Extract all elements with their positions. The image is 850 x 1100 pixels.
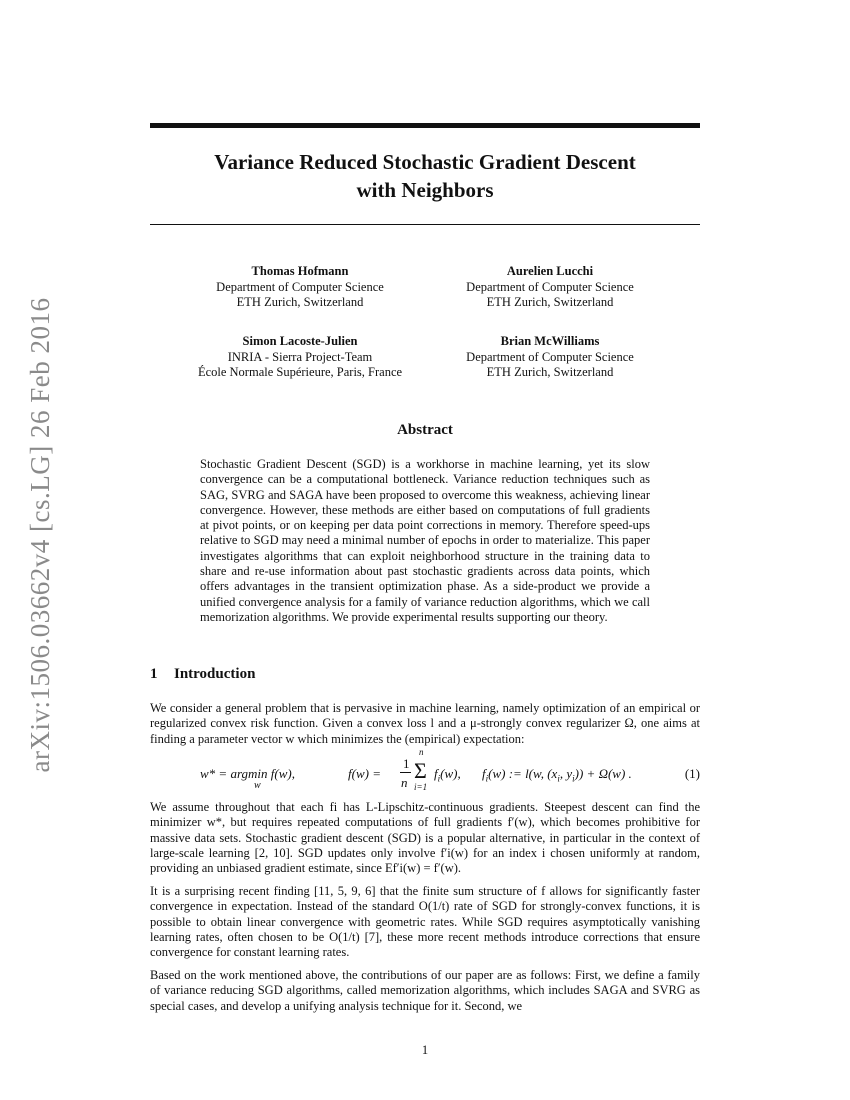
author-name: Thomas Hofmann (251, 264, 349, 278)
eq-fi-term (434, 766, 461, 784)
intro-paragraph-3: It is a surprising recent finding [11, 5, 9, 6] that the finite sum structure of f allows for significantly faster convergence in expectation. Instead of the standard O(1/t) rate of SGD for strongly-convex functions, it is possible to obtain linear convergence with geometric rates. While SGD requires asymptotically vanishing learning rates, often chosen to be O(1/t) [7], these more recent methods introduce corrections that ensure convergence for constant learning rates. (150, 884, 700, 960)
eq-fi-symbol: f (434, 766, 438, 781)
eq-fi-def-subscript: i (485, 773, 489, 784)
eq-summation-upper: n (419, 747, 424, 757)
author-location: École Normale Supérieure, Paris, France (197, 365, 403, 379)
equation-number: (1) (684, 766, 700, 781)
author-location: ETH Zurich, Switzerland (486, 365, 614, 379)
author-affiliation: Department of Computer Science (466, 279, 634, 294)
eq-fi-argument: (w), (440, 766, 461, 781)
author-name: Simon Lacoste-Julien (242, 334, 358, 348)
author-name: Brian McWilliams (500, 334, 600, 348)
paper-title-line-1: Variance Reduced Stochastic Gradient Descent (214, 150, 636, 174)
eq-fraction-denominator: n (401, 775, 408, 790)
title-rule-top (150, 123, 700, 128)
section-number: 1 (150, 666, 158, 682)
abstract-heading: Abstract (397, 422, 453, 438)
eq-y-term: , y (559, 766, 573, 781)
eq-f-definition: f(w) = (348, 766, 381, 781)
intro-paragraph-2: We assume throughout that each fi has L-Lipschitz-continuous gradients. Steepest descent can find the minimizer w*, but requires repeated computations of full gradients f′(w), which becomes prohibitive for massive data sets. Stochastic gradient descent (SGD) is a popular alternative, in particular in the context of large-scale learning [2, 10]. SGD updates only involve f′i(w) for an index i chosen uniformly at random, providing an unbiased gradient estimate, since Ef′i(w) = f′(w). (150, 800, 700, 876)
eq-fraction-numerator: 1 (403, 756, 410, 771)
equation-1 (200, 747, 700, 794)
eq-fraction-bar (400, 772, 411, 773)
eq-argmin-subscript: w (254, 780, 261, 791)
author-affiliation: INRIA - Sierra Project-Team (227, 349, 373, 364)
eq-summation-lower: i=1 (414, 782, 428, 792)
paper-title (150, 148, 700, 204)
paper-title-line-2: with Neighbors (356, 178, 494, 202)
eq-regularizer-term: )) + Ω(w) . (574, 766, 632, 781)
page-number: 1 (421, 1043, 429, 1057)
author-block-mcwilliams (400, 334, 700, 381)
intro-paragraph-4: Based on the work mentioned above, the contributions of our paper are as follows: First, we define a family of variance reducing SGD algorithms, called memorization algorithms, which includes SAGA and SVRG as special cases, and develop a unifying analysis technique for it. Second, we (150, 968, 700, 1013)
eq-fi-definition (482, 766, 632, 784)
intro-paragraph-1: We consider a general problem that is pervasive in machine learning, namely optimization of an empirical or regularized convex risk function. Given a convex loss l and a μ-strongly convex regularizer Ω, one aims at finding a parameter vector w which minimizes the (empirical) expectation: (150, 701, 700, 746)
arxiv-identifier-stamp: arXiv:1506.03662v4 [cs.LG] 26 Feb 2016 (25, 297, 55, 773)
abstract-text: Stochastic Gradient Descent (SGD) is a workhorse in machine learning, yet its slow convergence can be a computational bottleneck. Variance reduction techniques such as SAG, SVRG and SAGA have been proposed to overcome this weakness, achieving linear convergence. However, these methods are either based on computations of full gradients at pivot points, or on keeping per data point corrections in memory. Therefore speed-ups relative to SGD may need a minimal number of epochs in order to materialize. This paper investigates algorithms that can exploit neighborhood structure in the training data to share and re-use information about past stochastic gradients across data points, which offers advantages in the transient optimization phase. As a side-product we provide a unified convergence analysis for a family of variance reduction algorithms, which we call memorization algorithms. We provide experimental results supporting our theory. (200, 457, 650, 624)
eq-y-subscript: i (572, 773, 575, 784)
author-location: ETH Zurich, Switzerland (486, 295, 614, 309)
author-affiliation: Department of Computer Science (466, 349, 634, 364)
author-name: Aurelien Lucchi (506, 264, 594, 278)
eq-fi-subscript: i (437, 773, 441, 784)
author-location: ETH Zurich, Switzerland (236, 295, 364, 309)
author-affiliation: Department of Computer Science (216, 279, 384, 294)
equation-body (200, 747, 660, 794)
eq-objective-argmin: w* = argmin f(w), (200, 766, 295, 781)
author-block-lucchi (400, 264, 700, 311)
section-heading-introduction (150, 665, 700, 683)
eq-summation-sign: Σ (414, 758, 427, 783)
eq-loss-term: (w) := l(w, (x (488, 766, 558, 781)
section-title: Introduction (174, 666, 256, 682)
eq-fi-def-symbol: f (482, 766, 486, 781)
eq-x-subscript: i (557, 773, 560, 784)
title-rule-bottom (150, 224, 700, 225)
